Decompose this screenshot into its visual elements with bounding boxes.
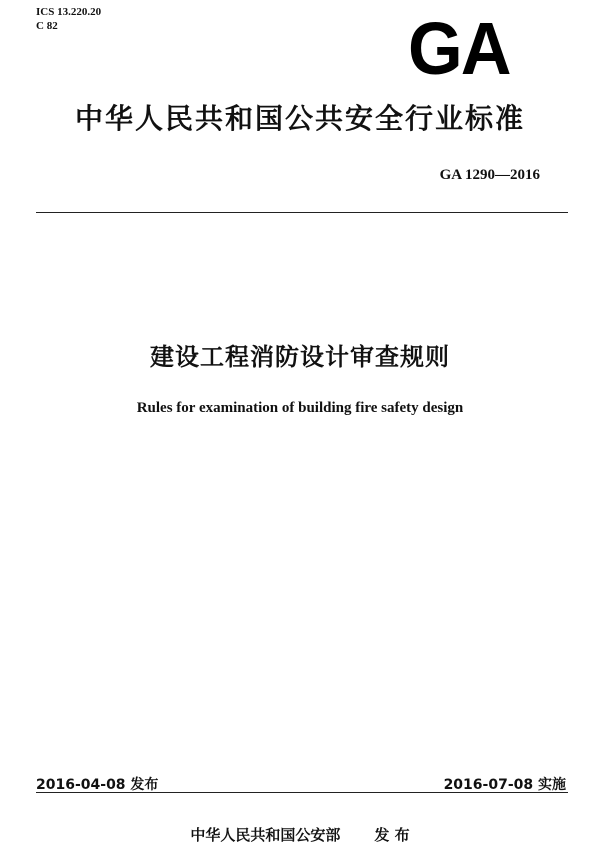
issuer-line xyxy=(0,824,600,845)
ccs-code: C 82 xyxy=(36,20,58,32)
implementation-date: 2016-07-08 实施 xyxy=(443,777,566,793)
ics-code: ICS 13.220.20 xyxy=(36,6,102,18)
issuer-name: 中华人民共和国公安部 xyxy=(190,826,341,844)
standard-title: 中华人民共和国公共安全行业标准 xyxy=(74,102,525,135)
header-divider xyxy=(36,212,568,213)
issuer-action: 发 布 xyxy=(374,826,410,844)
footer-divider xyxy=(36,792,568,793)
document-title-chinese: 建设工程消防设计审查规则 xyxy=(150,343,450,371)
standard-number: GA 1290—2016 xyxy=(439,167,540,183)
document-title-english: Rules for examination of building fire safety design xyxy=(136,400,464,416)
ga-logo: GA xyxy=(408,7,510,90)
issue-date: 2016-04-08 发布 xyxy=(36,777,159,793)
